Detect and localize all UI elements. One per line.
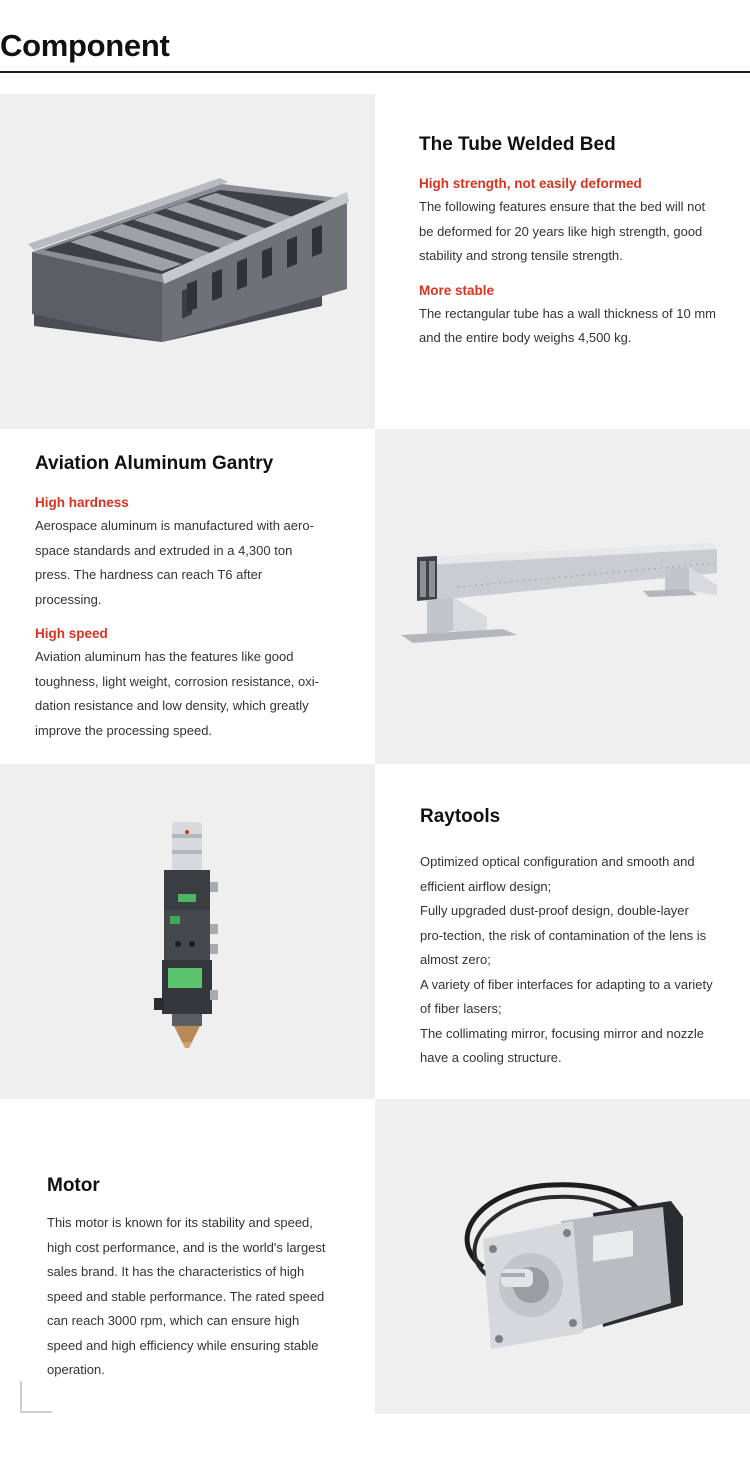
gantry-title: Aviation Aluminum Gantry xyxy=(35,453,274,474)
motor-title: Motor xyxy=(47,1175,100,1196)
raytools-text xyxy=(420,806,715,1071)
page-title: Component xyxy=(0,28,170,63)
servo-motor-image xyxy=(443,1177,688,1357)
title-divider xyxy=(0,71,750,73)
section-bed xyxy=(0,94,750,429)
bed-image-panel xyxy=(0,94,375,429)
gantry-text xyxy=(35,453,330,743)
gantry-text-panel xyxy=(0,429,375,764)
raytools-text-panel xyxy=(375,764,750,1099)
gantry-image-panel xyxy=(375,429,750,764)
motor-text-panel xyxy=(0,1099,375,1414)
section-motor xyxy=(0,1099,750,1414)
welded-bed-image xyxy=(22,174,357,354)
gantry-feature-2-title: High speed xyxy=(35,626,108,641)
raytools-line-3: A variety of fiber interfaces for adapting to a variety of fiber lasers; xyxy=(420,976,713,1016)
laser-cutting-head-image xyxy=(148,820,228,1050)
bed-feature-1-text: The following features ensure that the bed will not be deformed for 20 years like high strength, good stability and strong tensile strength. xyxy=(419,199,706,263)
motor-text xyxy=(47,1175,337,1383)
gantry-feature-1-text: Aerospace aluminum is manufactured with aero-space standards and extruded in a 4,300 ton press. The hardness can reach T6 after processing. xyxy=(35,518,314,607)
bed-feature-2-title: More stable xyxy=(419,282,495,298)
gantry-feature-2-text: Aviation aluminum has the features like good toughness, light weight, corrosion resistance, oxi-dation resistance and low density, which greatly improve the processing speed. xyxy=(35,649,319,738)
gantry-feature-1-title: High hardness xyxy=(35,495,129,510)
aluminum-gantry-image xyxy=(397,539,732,649)
section-raytools xyxy=(0,764,750,1099)
corner-bracket-decoration xyxy=(20,1381,52,1413)
raytools-title: Raytools xyxy=(420,806,501,827)
bed-title: The Tube Welded Bed xyxy=(419,134,616,155)
raytools-line-4: The collimating mirror, focusing mirror and nozzle have a cooling structure. xyxy=(420,1025,704,1065)
bed-feature-1-title: High strength, not easily deformed xyxy=(419,176,642,191)
raytools-line-2: Fully upgraded dust-proof design, double-layer pro-tection, the risk of contamination of the lens is almost zero; xyxy=(420,903,707,967)
bed-text xyxy=(419,134,719,351)
bed-text-panel xyxy=(375,94,750,429)
motor-description: This motor is known for its stability and speed, high cost performance, and is the world's largest sales brand. It has the characteristics of high speed and stable performance. The rated speed can reach 3000 rpm, which can ensure high speed and high efficiency while ensuring stable operation. xyxy=(47,1215,326,1377)
motor-image-panel xyxy=(375,1099,750,1414)
head-image-panel xyxy=(0,764,375,1099)
section-gantry xyxy=(0,429,750,764)
bed-feature-2-text: The rectangular tube has a wall thickness of 10 mm and the entire body weighs 4,500 kg. xyxy=(419,305,716,345)
raytools-line-1: Optimized optical configuration and smooth and efficient airflow design; xyxy=(420,854,695,894)
